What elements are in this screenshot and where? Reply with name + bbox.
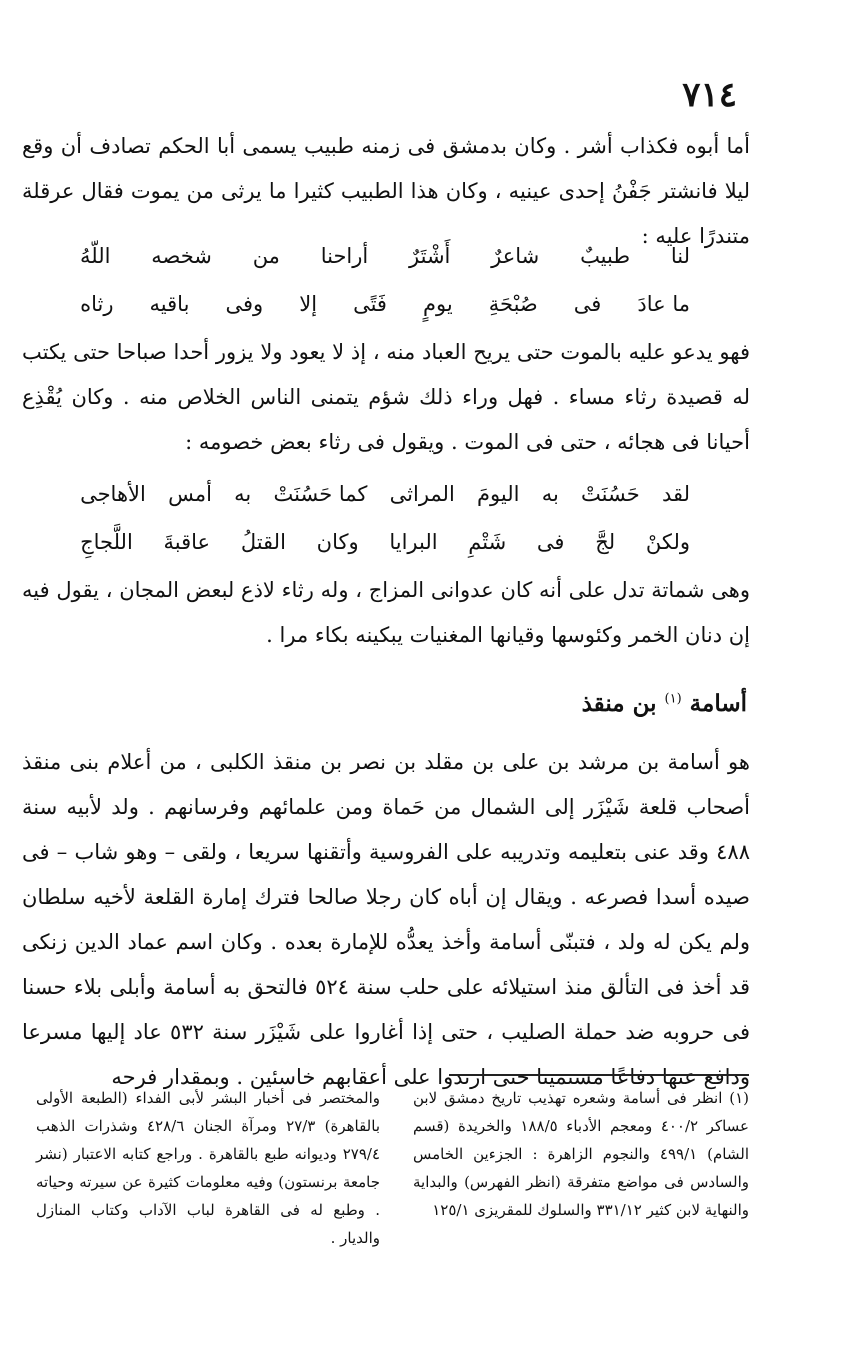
section-heading xyxy=(582,690,747,717)
verse-line xyxy=(80,518,690,566)
verse-word: حَسُنَتْ xyxy=(581,482,640,506)
verse-word: لقد xyxy=(661,482,690,506)
footnote-left-column: والمختصر فى أخبار البشر لأبى الفداء (الطبعة الأولى بالقاهرة) ٢٧/٣ ومرآة الجنان ٤٢٨/٦ وشذرات الذهب ٢٧٩/٤ وديوانه طبع بالقاهرة . وراجع كتابه الاعتبار (نشر جامعة برنستون) وفيه معلومات كثيرة عن سيرته وحياته . وطبع له فى القاهرة لباب الآداب وكتاب المنازل والديار . xyxy=(36,1089,380,1247)
verse-word: البرايا xyxy=(389,530,438,554)
verse-word: وفى xyxy=(225,292,264,316)
heading-name-rest: بن منقذ xyxy=(581,690,657,717)
heading-name: أسامة xyxy=(689,690,747,717)
verse-word: به xyxy=(234,482,252,506)
verse-word: من xyxy=(252,244,280,268)
verse-word: رثاه xyxy=(80,292,114,316)
verse-word: عاقبةَ xyxy=(163,530,211,554)
verse-word: اللّهُ xyxy=(80,244,111,268)
paragraph-3: وهى شماتة تدل على أنه كان عدوانى المزاج ، وله رثاء لاذع لبعض المجان ، يقول فيه إن دنان الخمر وكئوسها وقيانها المغنيات يبكينه بكاء مرا . xyxy=(22,578,750,647)
verse-word: اليومَ xyxy=(477,482,520,506)
verse-word: شاعرٌ xyxy=(491,244,540,268)
verse-line xyxy=(80,232,690,280)
verse-word: فى xyxy=(536,530,565,554)
verse-word: أراحنا xyxy=(320,244,369,268)
verse-word: إلا xyxy=(299,292,318,316)
verse-word: أمس xyxy=(168,482,212,506)
verse-word: اللَّجاجِ xyxy=(80,530,133,554)
footnote-right-column: (١) انظر فى أسامة وشعره تهذيب تاريخ دمشق لابن عساكر ٤٠٠/٢ ومعجم الأدباء ١٨٨/٥ والخريدة (قسم الشام) ٤٩٩/١ والنجوم الزاهرة : الجزءين الخامس والسادس فى مواضع متفرقة (انظر الفهرس) والبداية والنهاية لابن كثير ٣٣١/١٢ والسلوك للمقريزى ١٢٥/١ xyxy=(413,1089,749,1219)
verse-word: فَتًى xyxy=(353,292,387,316)
verse-word: شَتْمِ xyxy=(468,530,507,554)
paragraph-2: فهو يدعو عليه بالموت حتى يريح العباد منه ، إذ لا يعود ولا يزور أحدا صباحا حتى يكتب له قصيدة رثاء مساء . فهل وراء ذلك شؤم يتمنى الناس الخلاص منه . وكان يُقْذِع أحيانا فى هجائه ، حتى فى الموت . ويقول فى رثاء بعض خصومه : xyxy=(22,340,750,454)
verse-word: لجَّ xyxy=(595,530,616,554)
paragraph-4: هو أسامة بن مرشد بن على بن مقلد بن نصر بن منقذ الكلبى ، من أعلام بنى منقذ أصحاب قلعة شَيْزَر إلى الشمال من حَماة ومن علمائهم وفرسانهم . ولد لأبيه سنة ٤٨٨ وقد عنى بتعليمه وتدريبه على الفروسية وأتقنها سريعا ، ولقى – وهو شاب – فى صيده أسدا فصرعه . ويقال إن أباه كان رجلا صالحا فترك إمارة القلعة لأخيه سلطان ولم يكن له ولد ، فتبنّى أسامة وأخذ يعدُّه للإمارة بعده . وكان اسم عماد الدين زنكى قد أخذ فى التألق منذ استيلائه على حلب سنة ٥٢٤ فالتحق به أسامة وأبلى بلاء حسنا فى حروبه ضد حملة الصليب ، حتى إذا أغاروا على شَيْزَر سنة ٥٣٢ عاد إليها مسرعا ودافع عنها دفاعًا مستميتا حتى ارتدوا على أعقابهم خاسئين . وبمقدار فرحه xyxy=(22,750,751,1089)
verse-word: كما حَسُنَتْ xyxy=(273,482,368,506)
verse-word: القتلُ xyxy=(240,530,286,554)
verse-line xyxy=(80,470,690,518)
verse-word: المراثى xyxy=(389,482,455,506)
verse-word: أَشْتَرٌ xyxy=(409,244,451,268)
verse-word: ما عادَ xyxy=(637,292,690,316)
verse-line xyxy=(80,280,690,328)
verse-word: وكان xyxy=(316,530,359,554)
paragraph-1: أما أبوه فكذاب أشر . وكان بدمشق فى زمنه طبيب يسمى أبا الحكم تصادف أن وقع ليلا فانشتر جَفْنُ إحدى عينيه ، وكان هذا الطبيب كثيرا ما يرثى من يموت فقال عرقلة متندرًا عليه : xyxy=(22,134,750,248)
footnote-reference: (١) xyxy=(664,691,682,707)
verse-word: طبيبٌ xyxy=(580,244,631,268)
verse-word: صُبْحَةِ xyxy=(488,292,538,316)
verse-word: باقيه xyxy=(149,292,190,316)
footnote-divider xyxy=(449,1074,749,1076)
page-number: ٧١٤ xyxy=(682,75,737,115)
verse-word: الأهاجى xyxy=(80,482,146,506)
poem-verses-2 xyxy=(80,470,690,566)
verse-word: ولكنْ xyxy=(645,530,690,554)
verse-word: شخصه xyxy=(151,244,212,268)
verse-word: به xyxy=(541,482,559,506)
verse-word: يومٍ xyxy=(423,292,453,316)
verse-word: فى xyxy=(573,292,602,316)
poem-verses-1 xyxy=(80,232,690,328)
verse-word: لنا xyxy=(670,244,690,268)
